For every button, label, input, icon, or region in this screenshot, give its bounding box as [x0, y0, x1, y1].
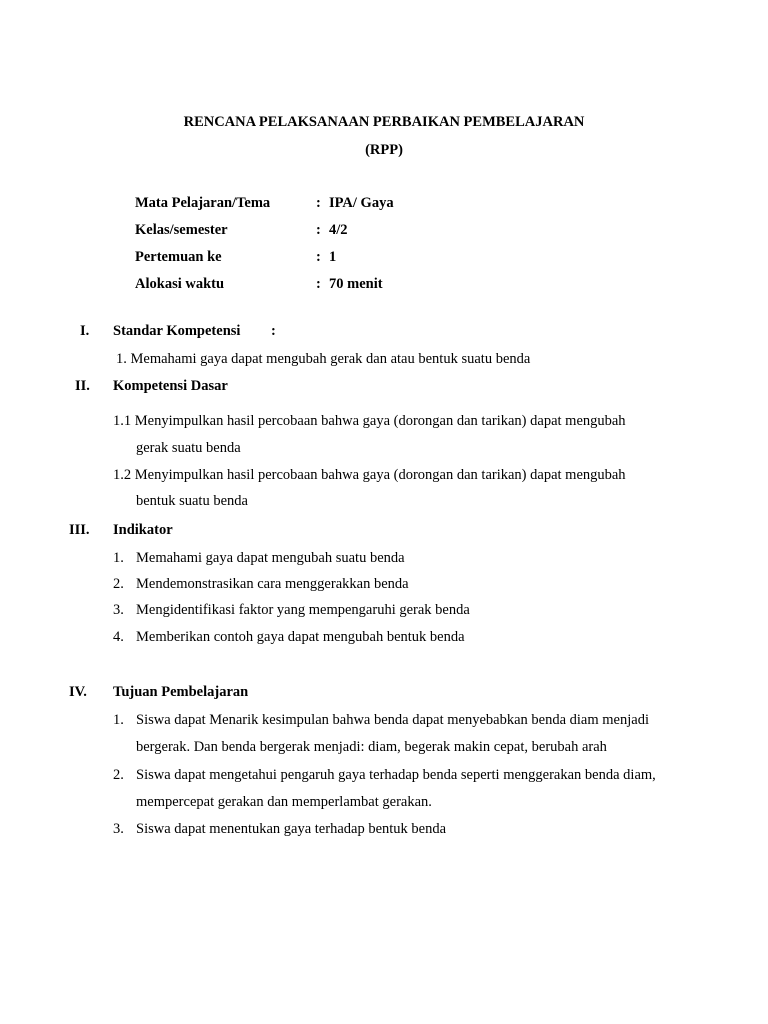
identity-colon: : [316, 276, 321, 292]
identity-label: Kelas/semester [135, 222, 228, 238]
list-item-number: 1. [113, 550, 124, 566]
list-item-continuation: gerak suatu benda [136, 440, 241, 456]
identity-colon: : [316, 249, 321, 265]
section-numeral: II. [75, 378, 90, 394]
identity-colon: : [316, 195, 321, 211]
section-heading-colon: : [271, 323, 276, 339]
list-item: Memberikan contoh gaya dapat mengubah bentuk benda [136, 629, 465, 645]
list-item-number: 2. [113, 767, 124, 783]
list-item: 1. Memahami gaya dapat mengubah gerak dan atau bentuk suatu benda [116, 351, 531, 367]
identity-label: Mata Pelajaran/Tema [135, 195, 271, 211]
list-item-continuation: bergerak. Dan benda bergerak menjadi: diam, begerak makin cepat, berubah arah [136, 739, 607, 755]
identity-value: 1 [329, 249, 337, 265]
section-heading-standar: Standar Kompetensi [113, 323, 241, 339]
list-item-number: 1. [113, 712, 124, 728]
identity-value: 4/2 [329, 222, 348, 238]
list-item-continuation: mempercepat gerakan dan memperlambat gerakan. [136, 794, 432, 810]
list-item-number: 2. [113, 576, 124, 592]
section-heading-indikator: Indikator [113, 522, 173, 538]
list-item: Mendemonstrasikan cara menggerakkan benda [136, 576, 409, 592]
section-numeral: I. [80, 323, 90, 339]
identity-value: IPA/ Gaya [329, 195, 394, 211]
identity-label: Alokasi waktu [135, 276, 225, 292]
list-item-number: 3. [113, 602, 124, 618]
list-item: Siswa dapat Menarik kesimpulan bahwa benda dapat menyebabkan benda diam menjadi [136, 712, 649, 728]
section-numeral: III. [69, 522, 90, 538]
list-item-continuation: bentuk suatu benda [136, 493, 248, 509]
list-item: Mengidentifikasi faktor yang mempengaruhi gerak benda [136, 602, 470, 618]
section-numeral: IV. [69, 684, 87, 700]
identity-colon: : [316, 222, 321, 238]
document-title: RENCANA PELAKSANAAN PERBAIKAN PEMBELAJARAN [183, 114, 585, 130]
list-item: Memahami gaya dapat mengubah suatu benda [136, 550, 405, 566]
list-item-number: 3. [113, 821, 124, 837]
identity-label: Pertemuan ke [135, 249, 222, 265]
identity-value: 70 menit [329, 276, 383, 292]
list-item: 1.2 Menyimpulkan hasil percobaan bahwa gaya (dorongan dan tarikan) dapat mengubah [113, 467, 626, 483]
list-item-number: 4. [113, 629, 124, 645]
list-item: 1.1 Menyimpulkan hasil percobaan bahwa gaya (dorongan dan tarikan) dapat mengubah [113, 413, 626, 429]
list-item: Siswa dapat menentukan gaya terhadap bentuk benda [136, 821, 447, 837]
list-item: Siswa dapat mengetahui pengaruh gaya terhadap benda seperti menggerakan benda diam, [136, 767, 656, 783]
document-subtitle: (RPP) [365, 142, 403, 158]
section-heading-kompetensi: Kompetensi Dasar [113, 378, 228, 394]
section-heading-tujuan: Tujuan Pembelajaran [113, 684, 249, 700]
